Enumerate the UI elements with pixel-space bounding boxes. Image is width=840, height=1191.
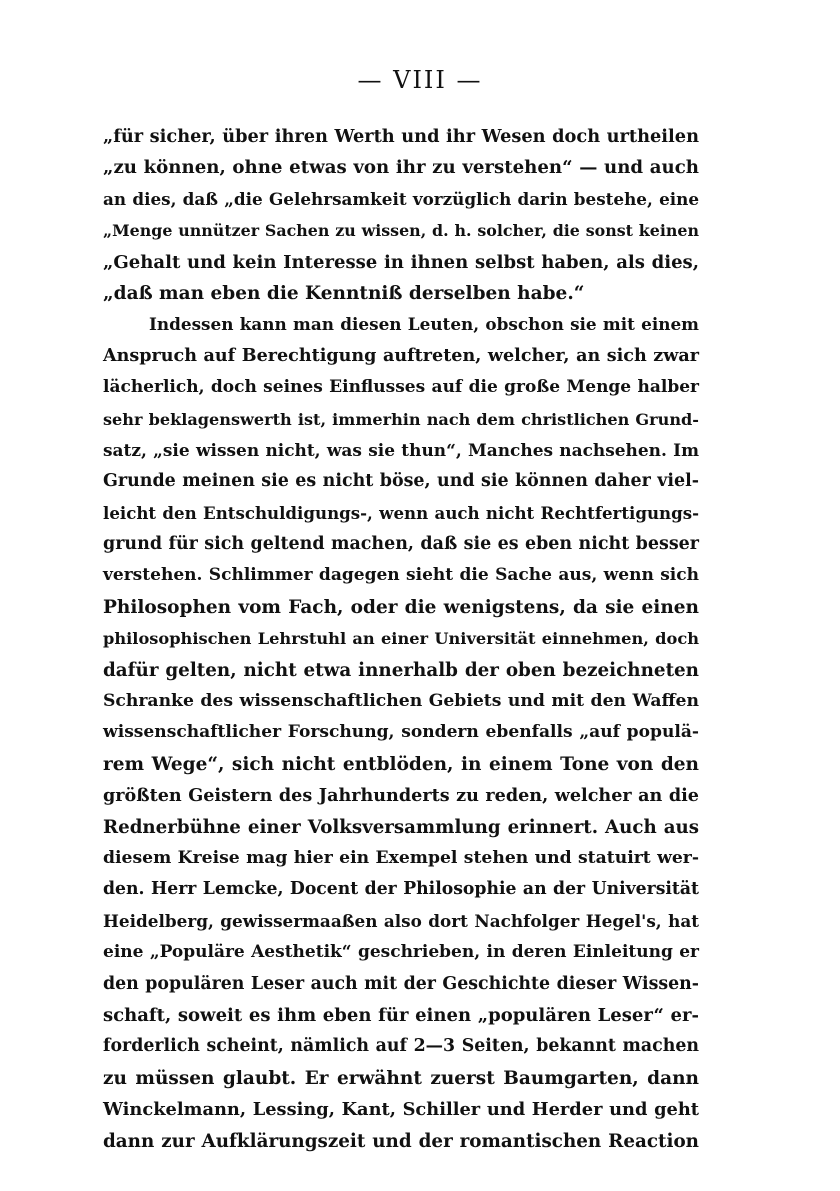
text-line: Grunde meinen sie es nicht böse, und sie können daher viel- — [103, 471, 699, 492]
text-line: Heidelberg, gewissermaaßen also dort Nachfolger Hegel's, hat — [103, 910, 699, 931]
text-line: schaft, soweit es ihm eben für einen „populären Leser“ er- — [103, 1004, 699, 1026]
text-line: leicht den Entschuldigungs-, wenn auch nicht Rechtfertigungs- — [103, 502, 699, 523]
text-line: an dies, daß „die Gelehrsamkeit vorzüglich darin bestehe, eine — [103, 188, 699, 209]
text-line: Philosophen vom Fach, oder die wenigstens, da sie einen — [103, 596, 699, 618]
text-line: „für sicher, über ihren Werth und ihr Wesen doch urtheilen — [103, 126, 699, 147]
text-line: sehr beklagenswerth ist, immerhin nach dem christlichen Grund- — [103, 409, 699, 429]
text-line: philosophischen Lehrstuhl an einer Universität einnehmen, doch — [103, 629, 699, 649]
text-line: diesem Kreise mag hier ein Exempel stehen und statuirt wer- — [103, 847, 699, 868]
text-line: rem Wege“, sich nicht entblöden, in einem Tone von den — [103, 753, 699, 775]
text-line: größten Geistern des Jahrhunderts zu reden, welcher an die — [103, 785, 699, 807]
text-line: den populären Leser auch mit der Geschichte dieser Wissen- — [103, 973, 699, 994]
text-line: „zu können, ohne etwas von ihr zu verstehen“ — und auch — [103, 157, 699, 179]
text-line: verstehen. Schlimmer dagegen sieht die Sache aus, wenn sich — [103, 565, 699, 586]
text-line: eine „Populäre Aesthetik“ geschrieben, in deren Einleitung er — [103, 942, 699, 963]
paragraph-start-line: Indessen kann man diesen Leuten, obschon sie mit einem — [149, 314, 699, 335]
text-line: dann zur Aufklärungszeit und der romantischen Reaction — [103, 1130, 699, 1152]
text-line: Anspruch auf Berechtigung auftreten, welcher, an sich zwar — [103, 345, 699, 366]
text-line: lächerlich, doch seines Einflusses auf die große Menge halber — [103, 377, 699, 398]
page-number: — VIII — — [357, 66, 483, 94]
text-line: „Menge unnützer Sachen zu wissen, d. h. solcher, die sonst keinen — [103, 221, 699, 241]
text-line: forderlich scheint, nämlich auf 2—3 Seiten, bekannt machen — [103, 1036, 699, 1057]
text-line: satz, „sie wissen nicht, was sie thun“, Manches nachsehen. Im — [103, 439, 699, 460]
text-line: zu müssen glaubt. Er erwähnt zuerst Baumgarten, dann — [103, 1067, 699, 1089]
text-line: grund für sich geltend machen, daß sie es eben nicht besser — [103, 534, 699, 555]
text-line: „daß man eben die Kenntniß derselben habe.“ — [103, 282, 585, 304]
text-line: wissenschaftlicher Forschung, sondern ebenfalls „auf populä- — [103, 722, 699, 743]
text-line: Schranke des wissenschaftlichen Gebiets und mit den Waffen — [103, 691, 699, 712]
text-line: „Gehalt und kein Interesse in ihnen selbst haben, als dies, — [103, 251, 699, 273]
text-line: dafür gelten, nicht etwa innerhalb der oben bezeichneten — [103, 659, 699, 681]
text-line: Rednerbühne einer Volksversammlung erinnert. Auch aus — [103, 816, 699, 838]
body-text — [103, 121, 699, 1157]
text-line: den. Herr Lemcke, Docent der Philosophie an der Universität — [103, 879, 699, 900]
text-line: Winckelmann, Lessing, Kant, Schiller und Herder und geht — [103, 1099, 699, 1121]
